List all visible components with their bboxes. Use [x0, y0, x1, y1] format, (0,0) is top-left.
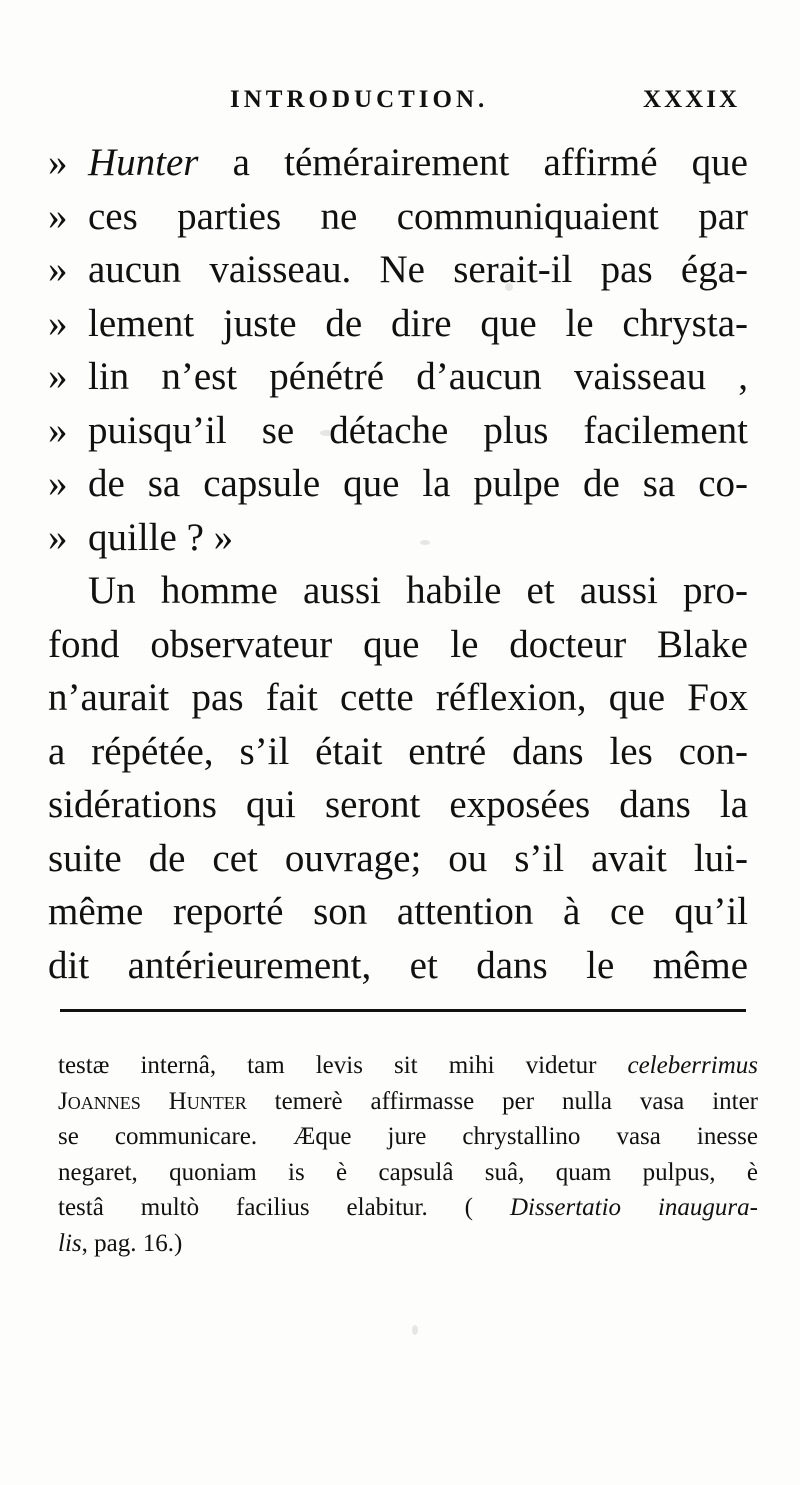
quotation-mark: » — [48, 301, 68, 345]
quotation-mark: » — [48, 355, 68, 398]
quotation-mark: » — [48, 141, 68, 184]
quotation-mark: » — [48, 408, 68, 452]
footnote-text: se communicare. Æque jure chrystallino vasa inesse — [58, 1123, 758, 1150]
body-line-text: ces parties ne communiquaient par — [88, 194, 748, 238]
footnote-text: temerè affirmasse per nulla vasa inter — [246, 1087, 759, 1115]
body-line-text: a témérairement affirmé que — [198, 141, 748, 184]
footnote-text: testæ internâ, tam levis sit mihi videtur — [58, 1052, 628, 1079]
body-line — [48, 725, 748, 779]
italic-name: Hunter — [88, 141, 199, 184]
footnote-line — [58, 1048, 758, 1084]
running-head — [230, 86, 740, 122]
footnote — [58, 1048, 758, 1261]
body-line — [48, 671, 748, 725]
body-line — [48, 457, 748, 511]
footnote-text: , pag. 16.) — [81, 1229, 183, 1257]
body-line-text: lement juste de dire que le chrysta- — [88, 301, 748, 345]
footnote-italic-text: celeberrimus — [627, 1052, 758, 1079]
body-line-text: lin n’est pénétré d’aucun vaisseau , — [88, 355, 748, 398]
body-line — [48, 832, 748, 886]
quotation-mark: » — [48, 194, 68, 238]
quotation-mark: » — [48, 515, 68, 559]
body-text — [48, 136, 748, 992]
body-line-text: n’aurait pas fait cette réflexion, que Fox — [48, 676, 748, 719]
footnote-italic-text: Dissertatio inaugura- — [509, 1194, 758, 1221]
body-line — [48, 618, 748, 672]
body-line-text: dit antérieurement, et dans le même — [48, 943, 748, 987]
body-line — [48, 243, 748, 297]
footnote-text: testâ multò facilius elabitur. ( — [58, 1194, 510, 1221]
running-head-title: INTRODUCTION. — [230, 86, 489, 113]
body-line — [48, 885, 748, 939]
body-line — [48, 404, 748, 458]
quotation-mark: » — [48, 248, 68, 291]
footnote-author-name: Joannes Hunter — [58, 1087, 247, 1115]
body-line — [48, 190, 748, 244]
body-line-text: de sa capsule que la pulpe de sa co- — [88, 462, 748, 505]
footnote-line — [58, 1190, 758, 1226]
footnote-text: negaret, quoniam is è capsulâ suâ, quam pulpus, è — [58, 1158, 758, 1186]
body-line-text: suite de cet ouvrage; ou s’il avait lui- — [48, 836, 748, 880]
footnote-line — [58, 1119, 758, 1155]
body-line — [48, 136, 748, 190]
page-number: XXXIX — [643, 86, 740, 113]
body-line-text: quille ? » — [88, 515, 234, 559]
footnote-separator-rule — [60, 1009, 746, 1012]
body-line — [48, 350, 748, 404]
body-line-text: puisqu’il se détache plus facilement — [88, 408, 748, 452]
quotation-mark: » — [48, 462, 68, 505]
scan-speck — [412, 1325, 418, 1335]
body-line — [48, 511, 748, 565]
footnote-line — [58, 1155, 758, 1191]
body-line-text: aucun vaisseau. Ne serait-il pas éga- — [88, 248, 748, 291]
footnote-line — [58, 1084, 758, 1120]
body-line-text: Un homme aussi habile et aussi pro- — [88, 569, 748, 612]
body-line — [48, 297, 748, 351]
body-line-text: fond observateur que le docteur Blake — [48, 622, 748, 666]
body-line-text: même reporté son attention à ce qu’il — [48, 890, 748, 933]
body-line — [48, 778, 748, 832]
body-line-text: sidérations qui seront exposées dans la — [48, 783, 748, 826]
body-line-text: a répétée, s’il était entré dans les con- — [48, 729, 748, 773]
footnote-italic-text: lis — [58, 1229, 82, 1257]
footnote-line — [58, 1226, 758, 1262]
body-line — [48, 939, 748, 993]
body-line — [48, 564, 748, 618]
